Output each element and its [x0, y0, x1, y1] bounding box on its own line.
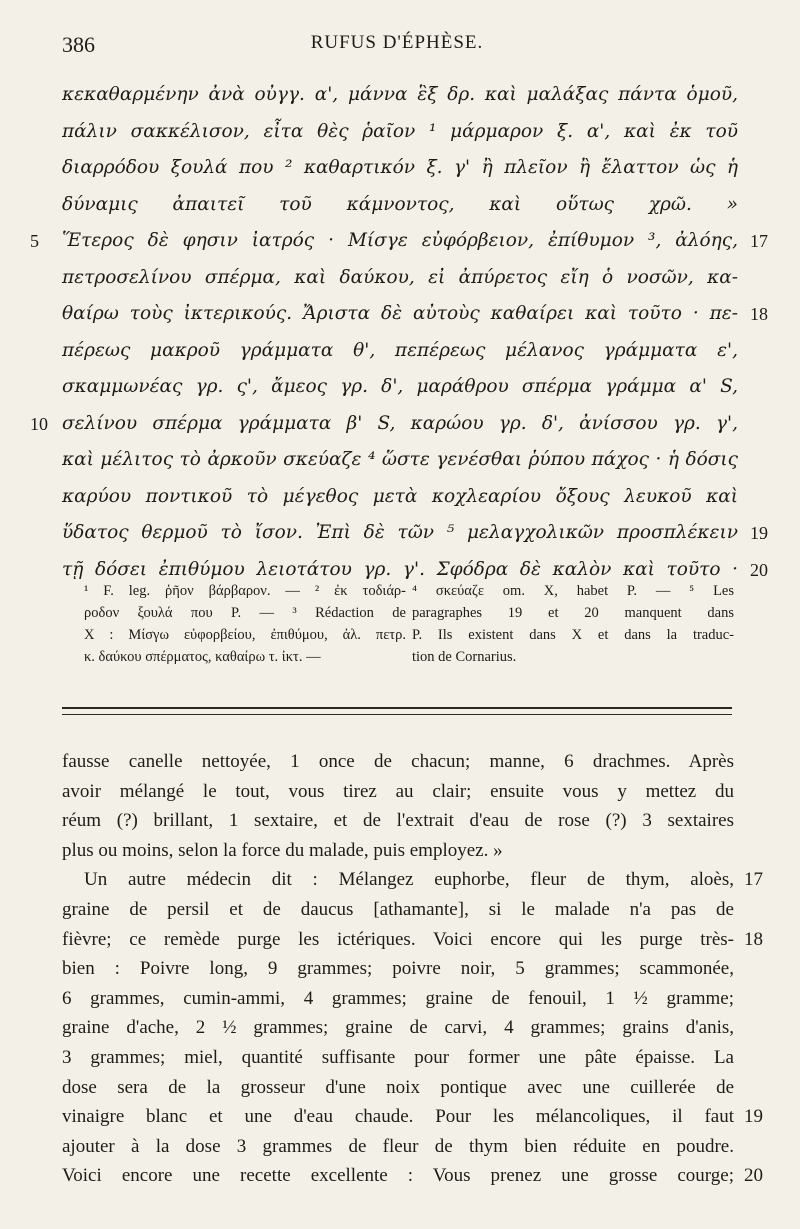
greek-line	[62, 370, 738, 407]
french-line	[62, 955, 734, 985]
greek-line-text: θαίρω τοὺς ἰκτερικούς. Ἄριστα δὲ αὐτοὺς καθαίρει καὶ τοῦτο · πε-	[62, 303, 738, 324]
french-line-text: 3 grammes; miel, quantité suffisante pour former une pâte épaisse. La	[62, 1046, 734, 1068]
greek-line-text: καὶ μέλιτος τὸ ἀρκοῦν σκεύαζε ⁴ ὥστε γενέσθαι ῥύπου πάχος · ἡ δόσις	[62, 449, 738, 470]
greek-line-text: Ἕτερος δὲ φησιν ἰατρός · Μίσγε εὐφόρβειον, ἐπίθυμον ³, ἀλόης,	[62, 230, 738, 251]
french-line-text: graine d'ache, 2 ½ grammes; graine de carvi, 4 grammes; grains d'anis,	[62, 1017, 734, 1039]
french-line	[62, 837, 734, 867]
footnote-line: ροδον ξουλά που P. — ³ Rédaction de	[84, 605, 406, 621]
footnotes-right-column	[412, 580, 734, 668]
footnote-line: P. Ils existent dans X et dans la traduc-	[412, 627, 734, 643]
greek-line-text: σκαμμωνέας γρ. ς', ἄμεος γρ. δ', μαράθρου σπέρμα γράμμα α' S,	[62, 376, 738, 397]
greek-line-text: σελίνου σπέρμα γράμματα β' S, καρώου γρ. δ', ἀνίσσου γρ. γ',	[62, 412, 738, 434]
french-line-text: ajouter à la dose 3 grammes de fleur de thym bien réduite en poudre.	[62, 1135, 734, 1157]
footnote-line: κ. δαύκου σπέρματος, καθαίρω τ. ἰκτ. —	[84, 649, 321, 665]
french-line	[62, 807, 734, 837]
greek-line-text: πετροσελίνου σπέρμα, καὶ δαύκου, εἰ ἀπύρετος εἴη ὁ νοσῶν, κα-	[62, 266, 738, 288]
paragraph-number: 18	[744, 928, 763, 950]
footnote-line: X : Μίσγω εὐφορβείου, ἐπιθύμου, ἀλ. πετρ.	[84, 627, 406, 643]
greek-line	[62, 151, 738, 188]
french-line	[62, 1162, 763, 1192]
french-line	[62, 1133, 734, 1163]
line-number: 5	[30, 231, 39, 251]
page-header	[62, 32, 732, 62]
footnote-line: paragraphes 19 et 20 manquent dans	[412, 605, 734, 621]
paragraph-number: 19	[750, 523, 768, 543]
paragraph-number: 18	[750, 304, 768, 324]
greek-line	[62, 480, 738, 517]
running-title: RUFUS D'ÉPHÈSE.	[310, 32, 484, 53]
french-line	[62, 1074, 734, 1104]
section-divider	[62, 707, 732, 715]
greek-line-text: ὕδατος θερμοῦ τὸ ἴσον. Ἐπὶ δὲ τῶν ⁵ μελαγχολικῶν προσπλέκειν	[62, 522, 738, 543]
greek-line-text: κεκαθαρμένην ἀνὰ οὐγγ. α', μάννα ἓξ δρ. καὶ μαλάξας πάντα ὁμοῦ,	[62, 84, 738, 105]
greek-line	[62, 188, 738, 225]
greek-line	[30, 407, 738, 444]
greek-line-text: διαρρόδου ξουλά που ² καθαρτικόν ξ. γ' ἢ πλεῖον ἢ ἔλαττον ὡς ἡ	[62, 157, 738, 178]
greek-line	[62, 297, 768, 334]
french-line	[62, 985, 734, 1015]
french-line-text: fausse canelle nettoyée, 1 once de chacun; manne, 6 drachmes. Après	[62, 751, 734, 772]
greek-line	[62, 78, 738, 115]
paragraph-number: 20	[750, 559, 768, 580]
paragraph-number: 19	[744, 1106, 763, 1128]
greek-line	[30, 224, 768, 261]
paragraph-number: 17	[744, 869, 763, 891]
page-number: 386	[62, 32, 95, 57]
footnote-line: ¹ F. leg. ῥῆον βάρβαρον. — ² ἐκ τοδιάρ-	[84, 583, 406, 599]
greek-line-text: δύναμις ἀπαιτεῖ τοῦ κάμνοντος, καὶ οὕτως χρῶ. »	[62, 193, 738, 215]
footnotes	[62, 580, 738, 690]
french-line-text: bien : Poivre long, 9 grammes; poivre noir, 5 grammes; scammonée,	[62, 958, 734, 980]
french-line	[62, 1103, 763, 1133]
paragraph-number: 17	[750, 231, 768, 251]
greek-line	[62, 261, 738, 298]
french-line	[62, 896, 734, 926]
greek-line-text: πέρεως μακροῦ γράμματα θ', πεπέρεως μέλανος γράμματα ε',	[62, 339, 738, 361]
french-line-text: plus ou moins, selon la force du malade, puis employez. »	[62, 839, 503, 861]
greek-line	[62, 516, 768, 553]
french-line-text: Un autre médecin dit : Mélangez euphorbe, fleur de thym, aloès,	[84, 869, 734, 891]
french-line-text: 6 grammes, cumin-ammi, 4 grammes; graine de fenouil, 1 ½ gramme;	[62, 987, 734, 1009]
french-line-text: graine de persil et de daucus [athamante], si le malade n'a pas de	[62, 898, 734, 920]
line-number: 10	[30, 413, 48, 434]
footnote-line: ⁴ σκεύαζε om. X, habet P. — ⁵ Les	[412, 583, 734, 599]
french-line-text: vinaigre blanc et une d'eau chaude. Pour les mélancoliques, il faut	[62, 1106, 734, 1128]
french-line	[62, 778, 734, 808]
french-line-text: réum (?) brillant, 1 sextaire, et de l'extrait d'eau de rose (?) 3 sextaires	[62, 810, 734, 832]
french-line-text: avoir mélangé le tout, vous tirez au clair; ensuite vous y mettez du	[62, 780, 734, 802]
greek-line-text: τῇ δόσει ἐπιθύμου λειοτάτου γρ. γ'. Σφόδρα δὲ καλὸν καὶ τοῦτο ·	[62, 558, 738, 580]
footnotes-left-column	[84, 580, 406, 668]
greek-line	[62, 115, 738, 152]
french-line	[62, 926, 763, 956]
footnote-line: tion de Cornarius.	[412, 649, 517, 665]
greek-line	[62, 334, 738, 371]
french-line-text: fièvre; ce remède purge les ictériques. Voici encore qui les purge très-	[62, 928, 734, 950]
french-line	[62, 866, 763, 896]
french-line	[62, 1044, 734, 1074]
greek-line	[62, 443, 738, 480]
french-line	[62, 748, 734, 778]
french-line	[62, 1014, 734, 1044]
french-translation-block	[62, 748, 763, 1192]
french-line-text: dose sera de la grosseur d'une noix pontique avec une cuillerée de	[62, 1076, 734, 1098]
paragraph-number: 20	[744, 1165, 763, 1187]
greek-text-block	[30, 78, 768, 589]
greek-line-text: πάλιν σακκέλισον, εἶτα θὲς ῥαῖον ¹ μάρμαρον ξ. α', καὶ ἐκ τοῦ	[62, 120, 738, 142]
greek-line-text: καρύου ποντικοῦ τὸ μέγεθος μετὰ κοχλεαρίου ὄξους λευκοῦ καὶ	[62, 485, 738, 507]
french-line-text: Voici encore une recette excellente : Vous prenez une grosse courge;	[62, 1165, 734, 1187]
